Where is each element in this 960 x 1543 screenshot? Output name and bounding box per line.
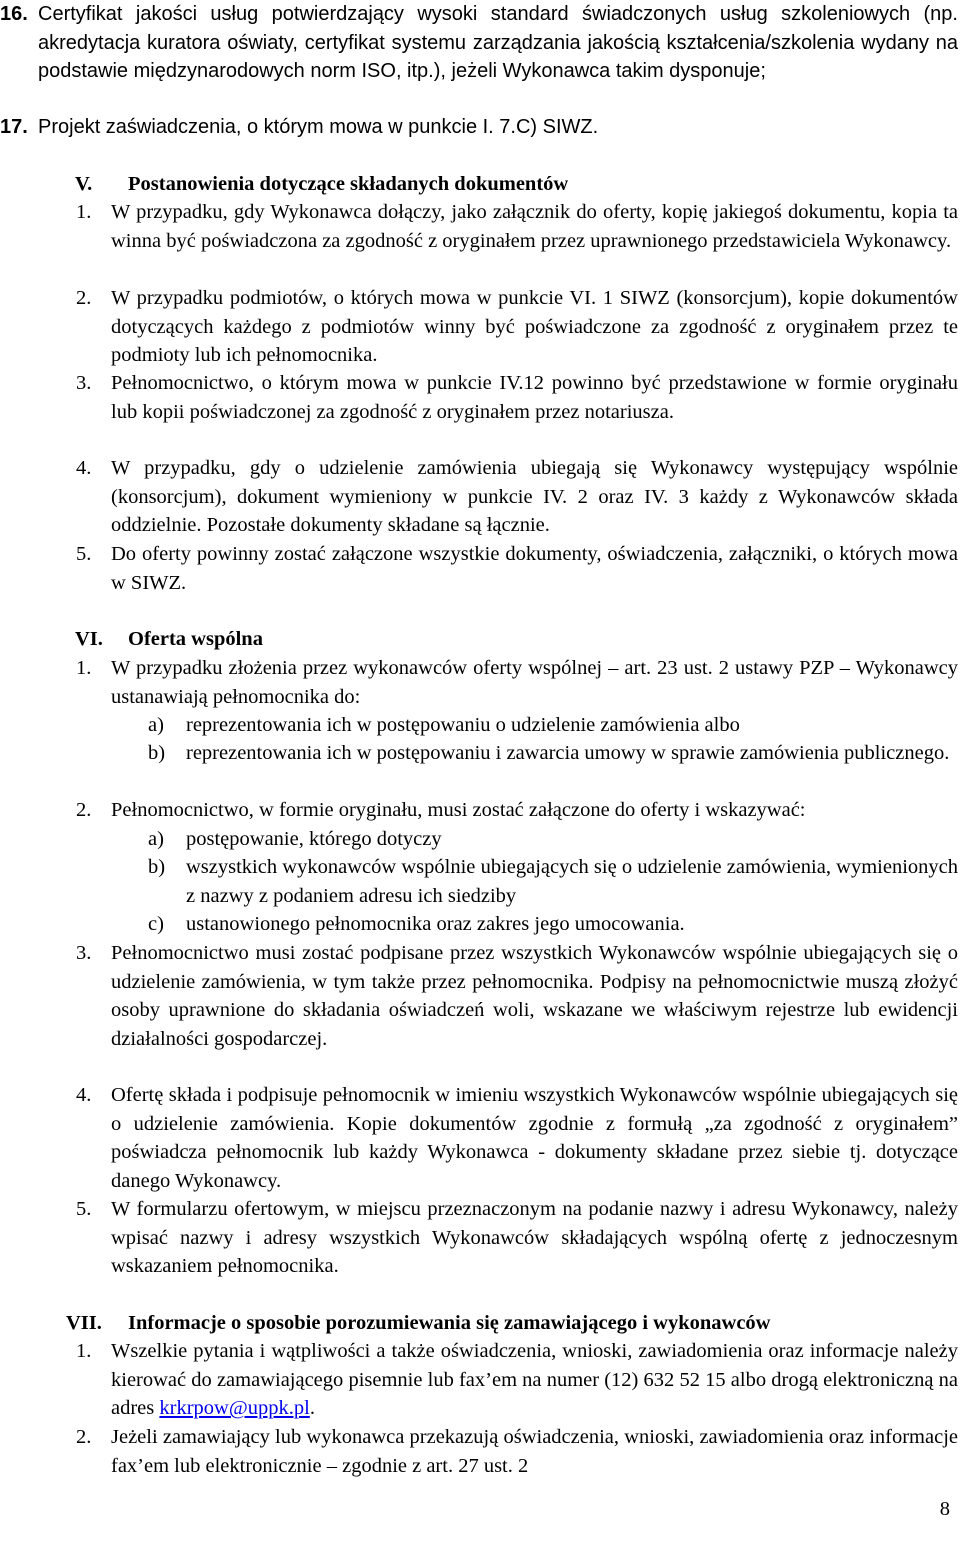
section-6-title: Oferta wspólna bbox=[128, 628, 263, 650]
section-5-item-3-number: 3. bbox=[76, 372, 92, 394]
section-6-item-4-number: 4. bbox=[76, 1084, 92, 1106]
section-5-item-5-number: 5. bbox=[76, 543, 92, 565]
section-6-item-2-sub-a-text: postępowanie, którego dotyczy bbox=[186, 828, 442, 850]
section-5-numeral: V. bbox=[75, 173, 93, 195]
section-7-item-1-number: 1. bbox=[76, 1340, 92, 1362]
email-link[interactable]: krkrpow@uppk.pl bbox=[159, 1397, 310, 1419]
section-6-item-1-sub-a-letter: a) bbox=[148, 714, 164, 736]
section-6-item-4-text: Ofertę składa i podpisuje pełnomocnik w imieniu wszystkich Wykonawców wspólnie ubiegających się o udzielenie zamówienia. Kopie dokumentów zgodnie z formułą „za zgodność z oryginałem” poświadcza pełnomocnik lub każdy Wykonawca - dokumenty składane przez siebie tj. dotyczące danego Wykonawcy. bbox=[111, 1084, 958, 1192]
section-6-item-5-text: W formularzu ofertowym, w miejscu przeznaczonym na podanie nazwy i adresu Wykonawcy, należy wpisać nazwy i adresy wszystkich Wykonawców składających wspólną ofertę z jednoczesnym wskazaniem pełnomocnika. bbox=[111, 1198, 958, 1277]
section-5-item-1-number: 1. bbox=[76, 201, 92, 223]
section-6-item-1-text: W przypadku złożenia przez wykonawców oferty wspólnej – art. 23 ust. 2 ustawy PZP – Wykonawcy ustanawiają pełnomocnika do: bbox=[111, 657, 958, 708]
section-6-item-2-sub-c-text: ustanowionego pełnomocnika oraz zakres jego umocowania. bbox=[186, 913, 685, 935]
section-5-item-3-text: Pełnomocnictwo, o którym mowa w punkcie IV.12 powinno być przedstawione w formie oryginału lub kopii poświadczonej za zgodność z oryginałem przez notariusza. bbox=[111, 372, 958, 423]
section-6-item-1-sub-b-text: reprezentowania ich w postępowaniu i zawarcia umowy w sprawie zamówienia publicznego. bbox=[186, 742, 950, 764]
section-6-item-2-sub-b-letter: b) bbox=[148, 856, 166, 878]
section-5-item-1-text: W przypadku, gdy Wykonawca dołączy, jako załącznik do oferty, kopię jakiegoś dokumentu, kopia ta winna być poświadczona za zgodność z oryginałem przez uprawnionego przedstawiciela Wykonawcy. bbox=[111, 201, 958, 252]
section-7-title: Informacje o sposobie porozumiewania się zamawiającego i wykonawców bbox=[128, 1312, 771, 1334]
section-6-item-3-text: Pełnomocnictwo musi zostać podpisane przez wszystkich Wykonawców wspólnie ubiegających się o udzielenie zamówienia, w tym także przez pełnomocnika. Podpisy na pełnomocnictwie muszą złożyć osoby uprawnione do składania oświadczeń woli, wskazane we właściwym rejestrze lub ewidencji działalności gospodarczej. bbox=[111, 942, 958, 1050]
section-7-item-2-text: Jeżeli zamawiający lub wykonawca przekazują oświadczenia, wnioski, zawiadomienia oraz informacje fax’em lub elektronicznie – zgodnie z art. 27 ust. 2 bbox=[111, 1426, 958, 1477]
section-6-item-2-sub-c-letter: c) bbox=[148, 913, 164, 935]
section-5-item-4-number: 4. bbox=[76, 457, 92, 479]
section-7-item-1-text-end: . bbox=[309, 1397, 315, 1419]
section-7-item-1-text bbox=[111, 1337, 958, 1423]
section-5-item-4-text: W przypadku, gdy o udzielenie zamówienia ubiegają się Wykonawcy występujący wspólnie (konsorcjum), dokument wymieniony w punkcie IV. 2 oraz IV. 3 każdy z Wykonawców składa oddzielnie. Pozostałe dokumenty składane są łącznie. bbox=[111, 457, 958, 536]
item-16-text bbox=[38, 0, 958, 86]
section-6-item-2-sub-b-text: wszystkich wykonawców wspólnie ubiegających się o udzielenie zamówienia, wymienionych z nazwy z podaniem adresu ich siedziby bbox=[186, 856, 958, 907]
section-6-item-1-number: 1. bbox=[76, 657, 92, 679]
section-6-item-2-number: 2. bbox=[76, 799, 92, 821]
page-number: 8 bbox=[939, 1498, 950, 1520]
item-16-number: 16. bbox=[0, 3, 28, 25]
section-6-numeral: VI. bbox=[75, 628, 103, 650]
section-6-item-2-text: Pełnomocnictwo, w formie oryginału, musi zostać załączone do oferty i wskazywać: bbox=[111, 799, 806, 821]
item-17-number: 17. bbox=[0, 116, 28, 138]
section-6-item-1-sub-b-letter: b) bbox=[148, 742, 166, 764]
section-6-item-1-sub-a-text: reprezentowania ich w postępowaniu o udzielenie zamówienia albo bbox=[186, 714, 740, 736]
section-6-item-3-number: 3. bbox=[76, 942, 92, 964]
section-5-item-5-text: Do oferty powinny zostać załączone wszystkie dokumenty, oświadczenia, załączniki, o których mowa w SIWZ. bbox=[111, 543, 958, 594]
section-7-item-1-text-main: Wszelkie pytania i wątpliwości a także oświadczenia, wnioski, zawiadomienia oraz informacje należy kierować do zamawiającego pisemnie lub fax’em na numer (12) 632 52 15 albo drogą elektroniczną na adres bbox=[111, 1340, 958, 1419]
section-5-title: Postanowienia dotyczące składanych dokumentów bbox=[128, 173, 569, 195]
section-6-item-5-number: 5. bbox=[76, 1198, 92, 1220]
item-17-text: Projekt zaświadczenia, o którym mowa w punkcie I. 7.C) SIWZ. bbox=[38, 116, 599, 138]
section-7-numeral: VII. bbox=[66, 1312, 102, 1334]
section-6-item-2-sub-a-letter: a) bbox=[148, 828, 164, 850]
item-16-paragraph: Certyfikat jakości usług potwierdzający wysoki standard świadczonych usług szkoleniowych (np. akredytacja kuratora oświaty, certyfikat systemu zarządzania jakością kształcenia/szkolenia wydany na podstawie międzynarodowych norm ISO, itp.), jeżeli Wykonawca takim dysponuje; bbox=[38, 3, 958, 82]
section-5-item-2-text: W przypadku podmiotów, o których mowa w punkcie VI. 1 SIWZ (konsorcjum), kopie dokumentów dotyczących każdego z podmiotów winny być poświadczone za zgodność z oryginałem przez te podmioty lub ich pełnomocnika. bbox=[111, 287, 958, 366]
section-7-item-2-number: 2. bbox=[76, 1426, 92, 1448]
section-5-item-2-number: 2. bbox=[76, 287, 92, 309]
